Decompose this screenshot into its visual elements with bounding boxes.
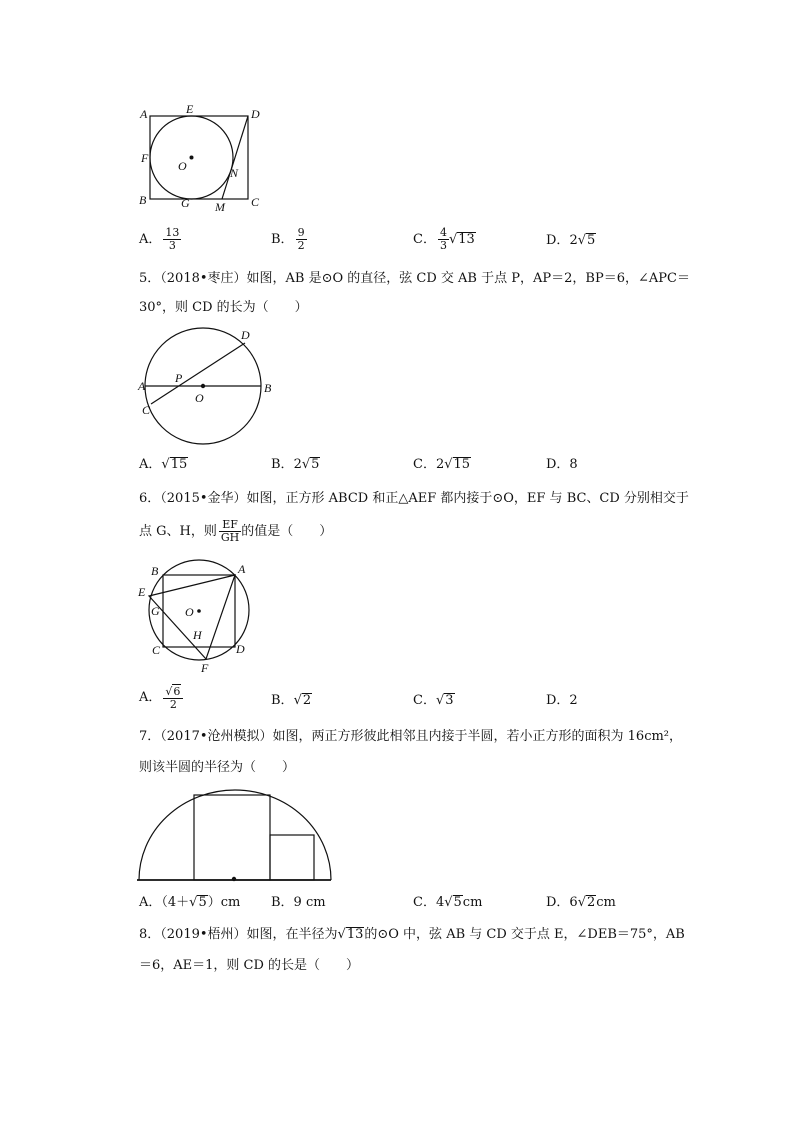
q4-option-b[interactable]: B． $\frac{9}{2}$ xyxy=(271,226,305,252)
q7-small-square xyxy=(270,835,314,880)
q5-stem-line2: 30°，则 CD 的长为（ ） xyxy=(139,300,308,315)
q5-center-dot xyxy=(201,384,205,388)
q6-stem-line2: 点 G、H，则 $\frac{EF}{GH}$ 的值是（ ） xyxy=(139,518,333,544)
q6-center-dot xyxy=(197,609,201,613)
q7-center-dot xyxy=(232,877,236,881)
q4-label-c: C xyxy=(251,195,260,209)
q5-label-b: B xyxy=(264,381,272,395)
q5-label-c: C xyxy=(142,403,151,417)
q4-label-n: N xyxy=(230,166,239,180)
q4-option-d[interactable]: D．2√5 xyxy=(546,233,596,248)
q5-label-o: O xyxy=(195,391,204,405)
q6-option-b[interactable]: B．√2 xyxy=(271,693,312,708)
q6-stem-line1: 6．（2015•金华）如图，正方形 ABCD 和正△AEF 都内接于⊙O，EF 与 BC、CD 分别相交于 xyxy=(139,491,689,506)
q8-stem-line2: ＝6，AE＝1，则 CD 的长是（ ） xyxy=(139,958,360,973)
q4-center-dot xyxy=(190,156,194,160)
q6-label-f: F xyxy=(201,661,209,675)
q7-option-c[interactable]: C．4√5cm xyxy=(413,895,483,910)
q4-option-a[interactable]: A． $\frac{13}{3}$ xyxy=(139,226,180,252)
q6-label-a: A xyxy=(238,562,246,576)
q5-label-p: P xyxy=(175,371,183,385)
q4-label-a: A xyxy=(140,107,148,121)
q6-option-a[interactable]: A． $\frac{√6}{2}$ xyxy=(139,684,183,711)
q6-label-e: E xyxy=(138,585,146,599)
q6-figure xyxy=(134,558,264,678)
q5-stem-line1: 5．（2018•枣庄）如图，AB 是⊙O 的直径，弦 CD 交 AB 于点 P，AP＝2，BP＝6，∠APC＝ xyxy=(139,271,690,286)
q4-label-m: M xyxy=(215,200,225,214)
q7-stem-line1: 7．（2017•沧州模拟）如图，两正方形彼此相邻且内接于半圆，若小正方形的面积为 16cm²， xyxy=(139,729,683,744)
q6-option-d[interactable]: D．2 xyxy=(546,693,578,708)
q6-label-g: G xyxy=(151,604,160,618)
q5-option-c[interactable]: C．2√15 xyxy=(413,457,471,472)
q6-label-d: D xyxy=(236,642,245,656)
q6-label-c: C xyxy=(152,643,161,657)
q5-label-a: A xyxy=(138,379,146,393)
q5-label-d: D xyxy=(241,328,250,342)
q4-line-dm xyxy=(222,116,248,199)
q6-label-o: O xyxy=(185,605,194,619)
q7-option-a[interactable]: A．（4＋√5）cm xyxy=(139,895,241,910)
q4-label-o: O xyxy=(178,159,187,173)
q4-label-g: G xyxy=(181,196,190,210)
q4-figure xyxy=(136,100,276,216)
q8-stem-line1: 8．（2019•梧州）如图，在半径为√13的⊙O 中，弦 AB 与 CD 交于点 E，∠DEB＝75°，AB xyxy=(139,927,685,942)
q7-stem-line2: 则该半圆的半径为（ ） xyxy=(139,760,296,775)
q4-label-b: B xyxy=(139,193,147,207)
q7-figure xyxy=(132,784,338,884)
q5-option-a[interactable]: A．√15 xyxy=(139,457,188,472)
q7-large-square xyxy=(194,795,270,880)
q5-figure xyxy=(134,326,280,446)
q5-option-d[interactable]: D．8 xyxy=(546,457,578,472)
q7-option-b[interactable]: B．9 cm xyxy=(271,895,326,910)
q4-option-c[interactable]: C． $\frac{4}{3}$ √13 xyxy=(413,226,475,252)
q4-label-d: D xyxy=(251,107,260,121)
q6-label-b: B xyxy=(151,564,159,578)
q5-option-b[interactable]: B．2√5 xyxy=(271,457,320,472)
q6-label-h: H xyxy=(193,628,202,642)
q7-option-d[interactable]: D．6√2cm xyxy=(546,895,616,910)
q4-label-f: F xyxy=(141,151,149,165)
q6-option-c[interactable]: C．√3 xyxy=(413,693,454,708)
q4-label-e: E xyxy=(186,102,194,116)
